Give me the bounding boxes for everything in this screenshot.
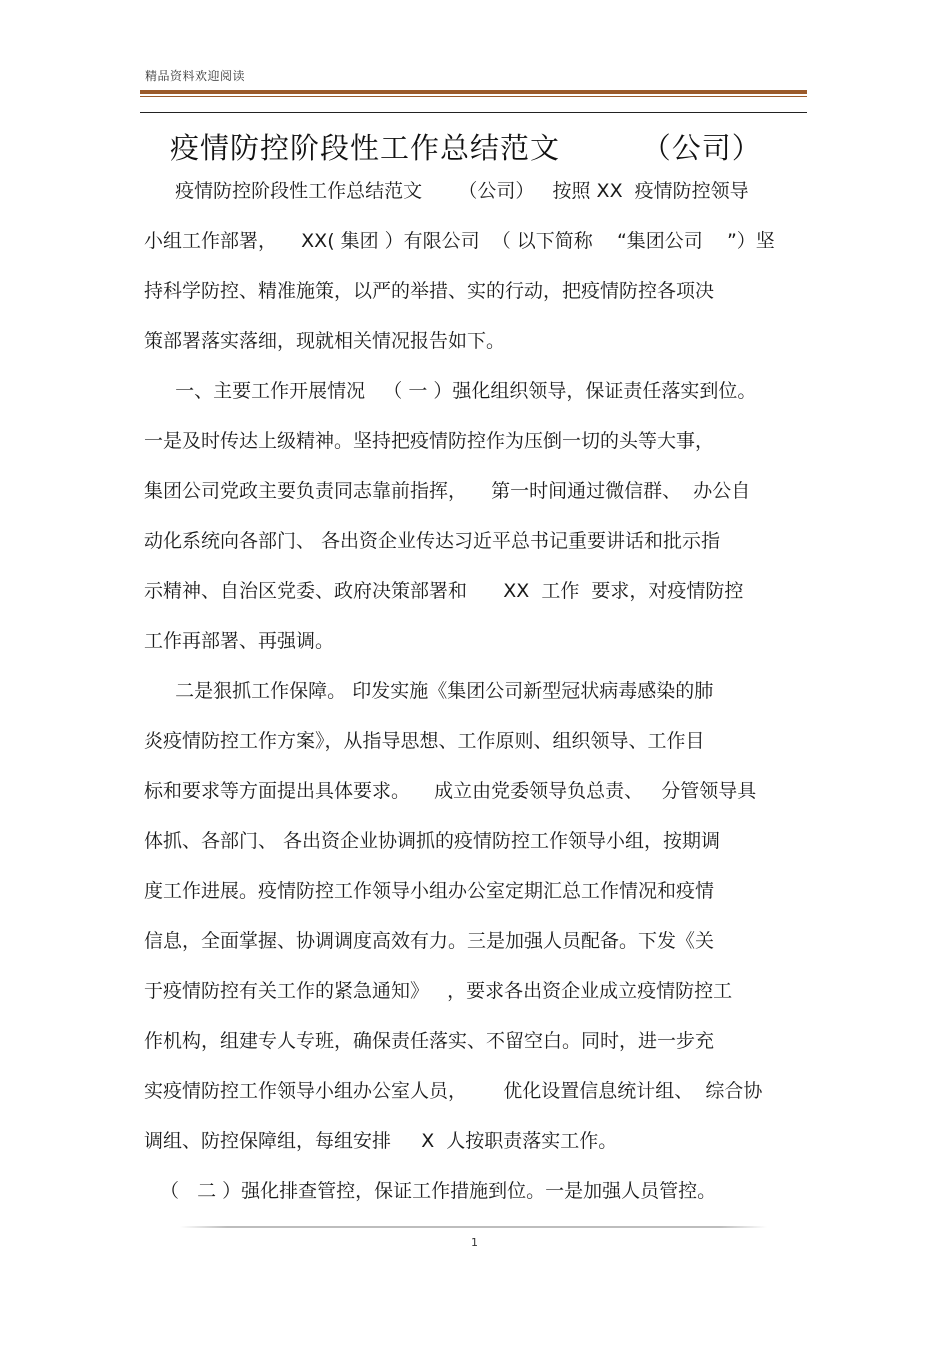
body-line: 小组工作部署， XX( 集团 ）有限公司 （ 以下简称 “集团公司 ”）坚 (144, 230, 775, 252)
body-line: 集团公司党政主要负责同志靠前指挥， 第一时间通过微信群、 办公自 (144, 480, 751, 502)
header-rule-divider (140, 112, 807, 113)
body-line: 工作再部署、再强调。 (144, 630, 335, 652)
body-line: 一、主要工作开展情况 （ 一 ）强化组织领导，保证责任落实到位。 (151, 380, 757, 402)
body-line: 度工作进展。疫情防控工作领导小组办公室定期汇总工作情况和疫情 (144, 880, 715, 902)
body-line: 调组、防控保障组，每组安排 X 人按职责落实工作。 (144, 1130, 618, 1152)
body-line: 实疫情防控工作领导小组办公室人员， 优化设置信息统计组、 综合协 (144, 1080, 763, 1102)
body-line: 信息，全面掌握、协调调度高效有力。三是加强人员配备。下发《关 (144, 930, 715, 952)
body-line: 策部署落实落细，现就相关情况报告如下。 (144, 330, 506, 352)
document-title: 疫情防控阶段性工作总结范文 （公司） (170, 131, 762, 165)
body-line: 疫情防控阶段性工作总结范文 （公司） 按照 XX 疫情防控领导 (151, 180, 749, 202)
body-line: 炎疫情防控工作方案》，从指导思想、工作原则、组织领导、工作目 (144, 730, 705, 752)
body-line: 动化系统向各部门、 各出资企业传达习近平总书记重要讲话和批示指 (144, 530, 721, 552)
body-line: 二是狠抓工作保障。 印发实施《集团公司新型冠状病毒感染的肺 (151, 680, 714, 702)
body-line: 示精神、自治区党委、政府决策部署和 XX 工作 要求，对疫情防控 (144, 580, 744, 602)
body-line: 于疫情防控有关工作的紧急通知》 ，要求各出资企业成立疫情防控工 (144, 980, 733, 1002)
footer-rule (180, 1226, 767, 1228)
body-line: 作机构，组建专人专班，确保责任落实、不留空白。同时，进一步充 (144, 1030, 715, 1052)
body-line: 持科学防控、精准施策，以严的举措、实的行动，把疫情防控各项决 (144, 280, 715, 302)
body-line: 标和要求等方面提出具体要求。 成立由党委领导负总责、 分管领导具 (144, 780, 757, 802)
body-line: （ 二 ）强化排查管控，保证工作措施到位。一是加强人员管控。 (160, 1180, 717, 1202)
body-line: 一是及时传达上级精神。坚持把疫情防控作为压倒一切的头等大事， (144, 430, 715, 452)
page-number: 1 (471, 1236, 478, 1249)
header-rule-thick (140, 90, 807, 94)
header-rule-thin (140, 96, 807, 97)
body-line: 体抓、各部门、 各出资企业协调抓的疫情防控工作领导小组，按期调 (144, 830, 721, 852)
header-text: 精品资料欢迎阅读 (145, 69, 246, 83)
